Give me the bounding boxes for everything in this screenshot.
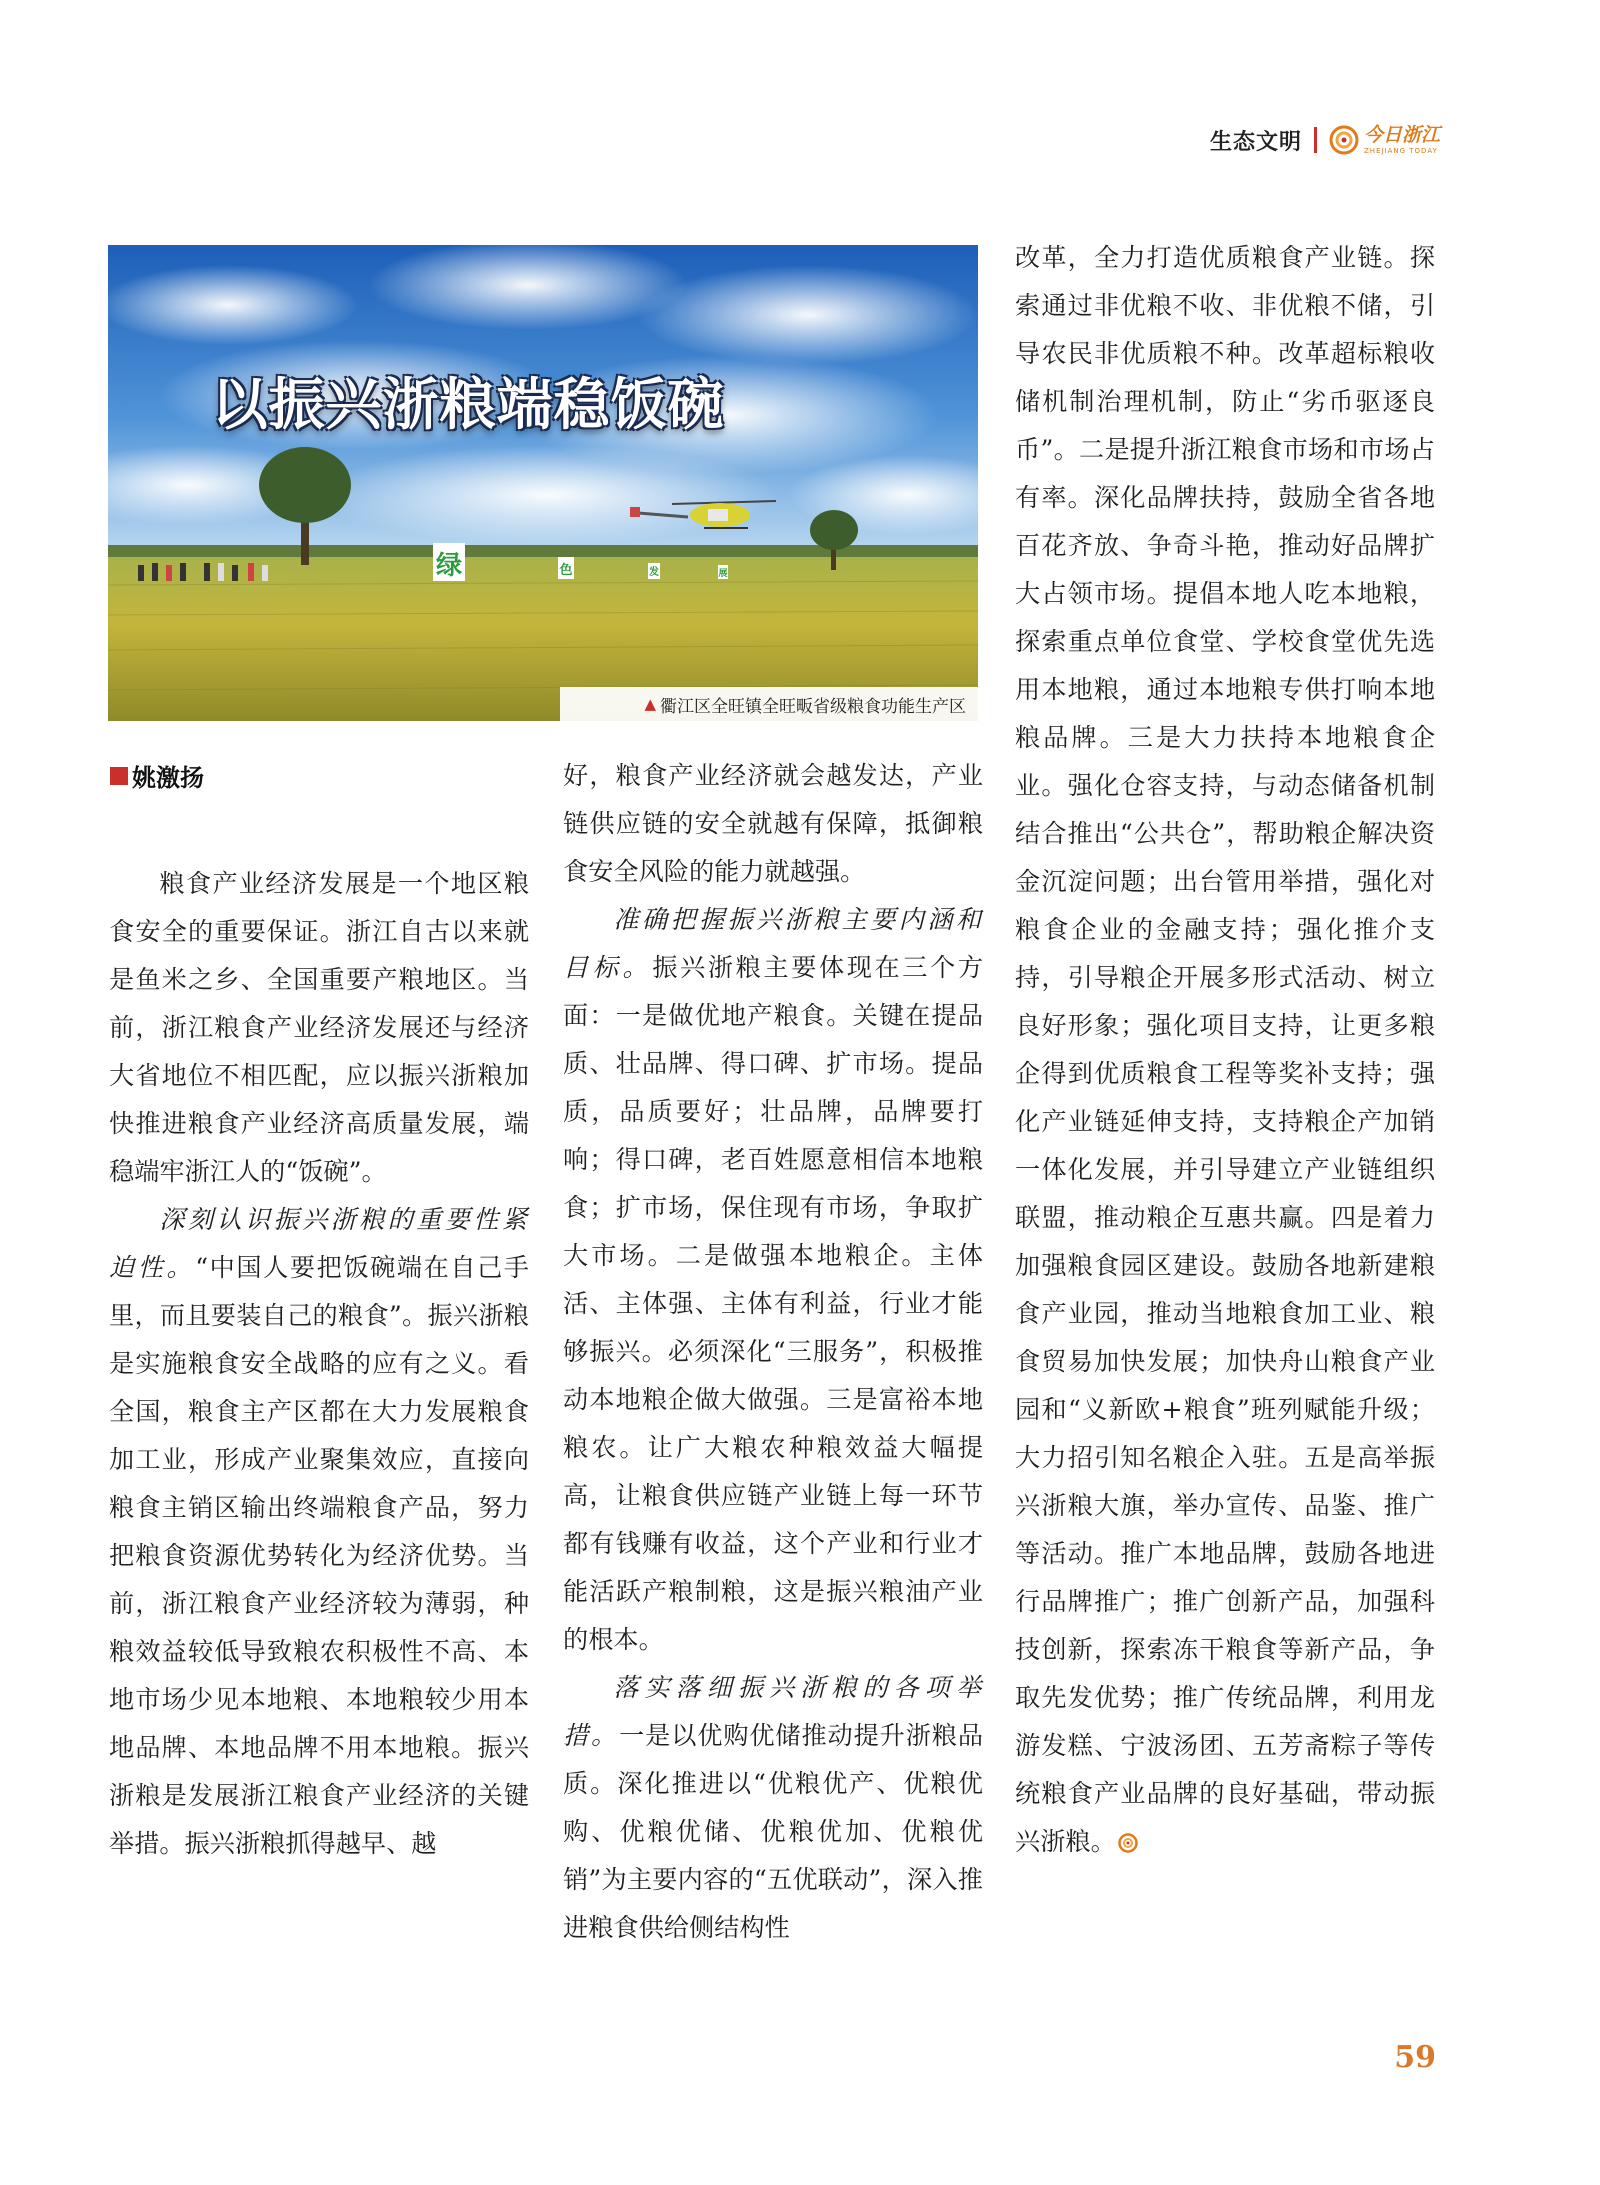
sign-char-1: 绿 [435,551,463,581]
article-column-3 [1015,234,1435,1866]
triangle-marker-icon: ▲ [644,695,656,713]
header-divider [1314,127,1317,153]
page-number: 59 [1394,2040,1436,2075]
photo-caption [560,687,978,721]
author-name: 姚激扬 [132,764,204,792]
paragraph-section-2-body: 振兴浙粮主要体现在三个方面：一是做优地产粮食。关键在提品质、壮品牌、得口碑、扩市场。提品质，品质要好；壮品牌，品牌要打响；得口碑，老百姓愿意相信本地粮食；扩市场，保住现有市场，争取扩大市场。二是做强本地粮企。主体活、主体强、主体有利益，行业才能够振兴。必须深化“三服务”，积极推动本地粮企做大做强。三是富裕本地粮农。让广大粮农种粮效益大幅提高，让粮食供应链产业链上每一环节都有钱赚有收益，这个产业和行业才能活跃产粮制粮，这是振兴粮油产业的根本。 [563,953,984,1654]
logo-chinese-text: 今日浙江 [1363,123,1440,146]
paragraph-section-3 [563,1664,983,1952]
paragraph-intro: 粮食产业经济发展是一个地区粮食安全的重要保证。浙江自古以来就是鱼米之乡、全国重要产粮地区。当前，浙江粮食产业经济发展还与经济大省地位不相匹配，应以振兴浙粮加快推进粮食产业经济高质量发展，端稳端牢浙江人的“饭碗”。 [109,869,529,1186]
caption-text: 衢江区全旺镇全旺畈省级粮食功能生产区 [660,696,966,717]
paragraph-continued-final [1015,234,1435,1866]
subheading-3: 落实落细振兴浙粮的各项举措。 [563,1673,983,1750]
end-of-article-icon [1118,1833,1138,1853]
author-byline [110,758,204,793]
section-name: 生态文明 [1209,129,1302,155]
sign-char-3: 发 [649,567,659,578]
red-square-icon [110,767,128,785]
paragraph-section-3-body: 一是以优购优储推动提升浙粮品质。深化推进以“优粮优产、优粮优购、优粮优储、优粮优加、优粮优销”为主要内容的“五优联动”，深入推进粮食供给侧结构性 [563,1721,984,1942]
hero-photo [108,245,978,721]
sign-char-2: 色 [559,563,573,578]
paragraph-section-1-body: “中国人要把饭碗端在自己手里，而且要装自己的粮食”。振兴浙粮是实施粮食安全战略的应有之义。看全国，粮食主产区都在大力发展粮食加工业，形成产业聚集效应，直接向粮食主销区输出终端粮食产品，努力把粮食资源优势转化为经济优势。当前，浙江粮食产业经济较为薄弱，种粮效益较低导致粮农积极性不高、本地市场少见本地粮、本地粮较少用本地品牌、本地品牌不用本地粮。振兴浙粮是发展浙江粮食产业经济的关键举措。振兴浙粮抓得越早、越 [109,1253,529,1858]
rice-field-illustration [108,245,978,721]
paragraph-section-1 [109,1196,529,1868]
magazine-logo [1329,125,1440,155]
logo-english-text: ZHEJIANG TODAY [1363,146,1438,155]
article-title: 以振兴浙粮端稳饭碗 [211,372,725,438]
paragraph-final-body: 改革，全力打造优质粮食产业链。探索通过非优粮不收、非优粮不储，引导农民非优质粮不种。改革超标粮收储机制治理机制，防止“劣币驱逐良币”。二是提升浙江粮食市场和市场占有率。深化品牌扶持，鼓励全省各地百花齐放、争奇斗艳，推动好品牌扩大占领市场。提倡本地人吃本地粮，探索重点单位食堂、学校食堂优先选用本地粮，通过本地粮专供打响本地粮品牌。三是大力扶持本地粮食企业。强化仓容支持，与动态储备机制结合推出“公共仓”，帮助粮企解决资金沉淀问题；出台管用举措，强化对粮食企业的金融支持；强化推介支持，引导粮企开展多形式活动、树立良好形象；强化项目支持，让更多粮企得到优质粮食工程等奖补支持；强化产业链延伸支持，支持粮企产加销一体化发展，并引导建立产业链组织联盟，推动粮企互惠共赢。四是着力加强粮食园区建设。鼓励各地新建粮食产业园，推动当地粮食加工业、粮食贸易加快发展；加快舟山粮食产业园和“义新欧+粮食”班列赋能升级；大力招引知名粮企入驻。五是高举振兴浙粮大旗，举办宣传、品鉴、推广等活动。推广本地品牌，鼓励各地进行品牌推广；推广创新产品，加强科技创新，探索冻干粮食等新产品，争取先发优势；推广传统品牌，利用龙游发糕、宁波汤团、五芳斋粽子等传统粮食产业品牌的良好基础，带动振兴浙粮。 [1015,243,1435,1856]
sign-char-4: 展 [718,569,728,579]
paragraph-section-2 [563,896,983,1664]
page-header [1210,120,1440,160]
paragraph-continued: 好，粮食产业经济就会越发达，产业链供应链的安全就越有保障，抵御粮食安全风险的能力就越强。 [563,761,983,886]
subheading-2: 准确把握振兴浙粮主要内涵和目标。 [563,905,983,982]
article-column-1 [109,860,529,1868]
logo-swirl-icon [1329,125,1359,155]
article-column-2 [563,752,983,1952]
subheading-1: 深刻认识振兴浙粮的重要性紧迫性。 [109,1205,529,1282]
